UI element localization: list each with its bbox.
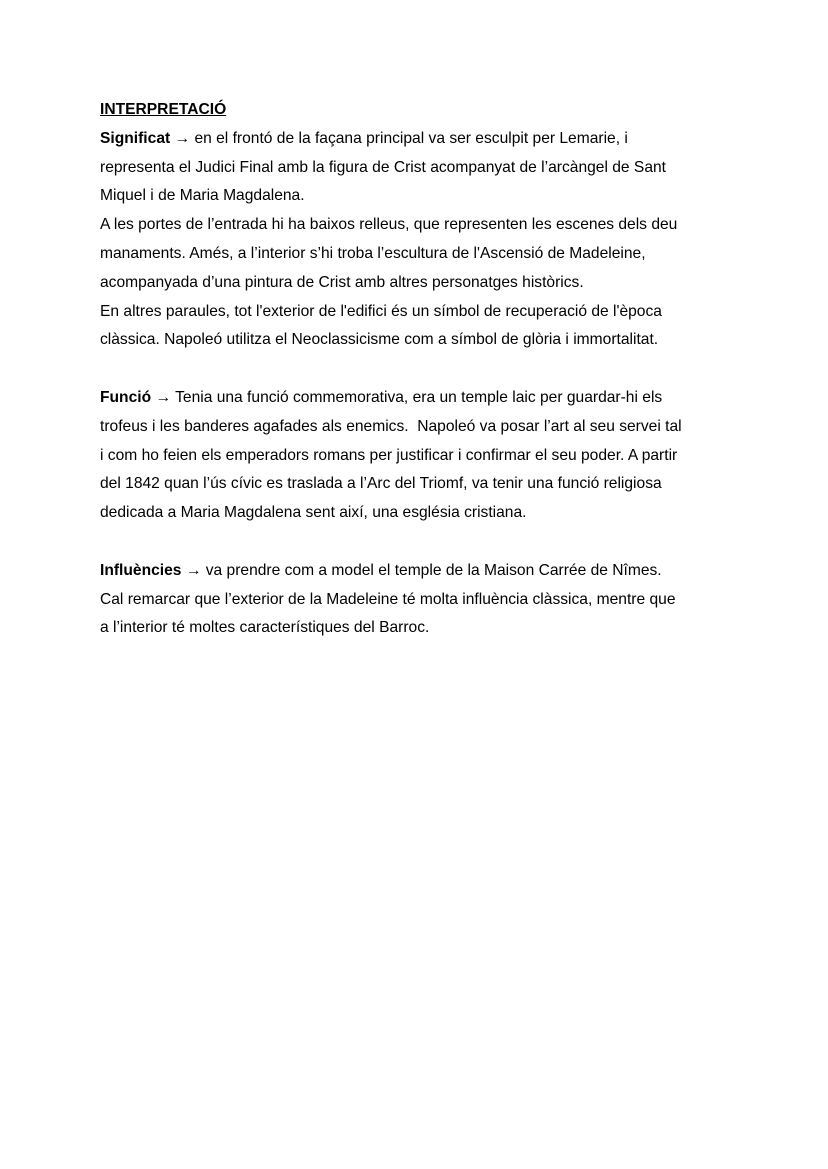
text-line: i com ho feien els emperadors romans per justificar i confirmar el seu poder. A partir [100, 446, 678, 464]
label-funcio: Funció [100, 388, 152, 406]
text-line: trofeus i les banderes agafades als enemics. Napoleó va posar l’art al seu servei tal [100, 417, 682, 435]
paragraph-spacer [100, 355, 760, 384]
text-line: Cal remarcar que l’exterior de la Madeleine té molta influència clàssica, mentre que [100, 590, 676, 608]
section-heading: INTERPRETACIÓ [100, 101, 227, 118]
label-influencies: Influències [100, 561, 182, 579]
text-line: manaments. Amés, a l’interior s’hi troba l’escultura de l'Ascensió de Madeleine, [100, 244, 646, 262]
arrow-icon: → [174, 129, 191, 147]
text-line: En altres paraules, tot l'exterior de l'edifici és un símbol de recuperació de l'època [100, 302, 662, 320]
text-line: A les portes de l’entrada hi ha baixos relleus, que representen les escenes dels deu [100, 216, 678, 234]
text-line: del 1842 quan l’ús cívic es traslada a l’Arc del Triomf, va tenir una funció religiosa [100, 475, 662, 493]
text-line: dedicada a Maria Magdalena sent així, una església cristiana. [100, 504, 527, 522]
paragraph-influencies [100, 557, 760, 643]
arrow-icon: → [185, 561, 202, 579]
arrow-icon: → [155, 388, 172, 406]
paragraph-funcio [100, 384, 760, 528]
text-line: Miquel i de Maria Magdalena. [100, 187, 305, 205]
text-line: a l’interior té moltes característiques del Barroc. [100, 619, 430, 637]
text-line: Influències → va prendre com a model el temple de la Maison Carrée de Nîmes. [100, 561, 662, 579]
document-page [100, 96, 760, 643]
text-line: Funció → Tenia una funció commemorativa, era un temple laic per guardar-hi els [100, 388, 663, 406]
text-line: Significat → en el frontó de la façana principal va ser esculpit per Lemarie, i [100, 129, 628, 147]
text-line: acompanyada d’una pintura de Crist amb altres personatges històrics. [100, 273, 584, 291]
text-line: clàssica. Napoleó utilitza el Neoclassicisme com a símbol de glòria i immortalitat. [100, 331, 659, 349]
paragraph-spacer [100, 528, 760, 557]
text-line: representa el Judici Final amb la figura de Crist acompanyat de l’arcàngel de Sant [100, 158, 667, 176]
paragraph-significat [100, 125, 760, 355]
label-significat: Significat [100, 129, 171, 147]
